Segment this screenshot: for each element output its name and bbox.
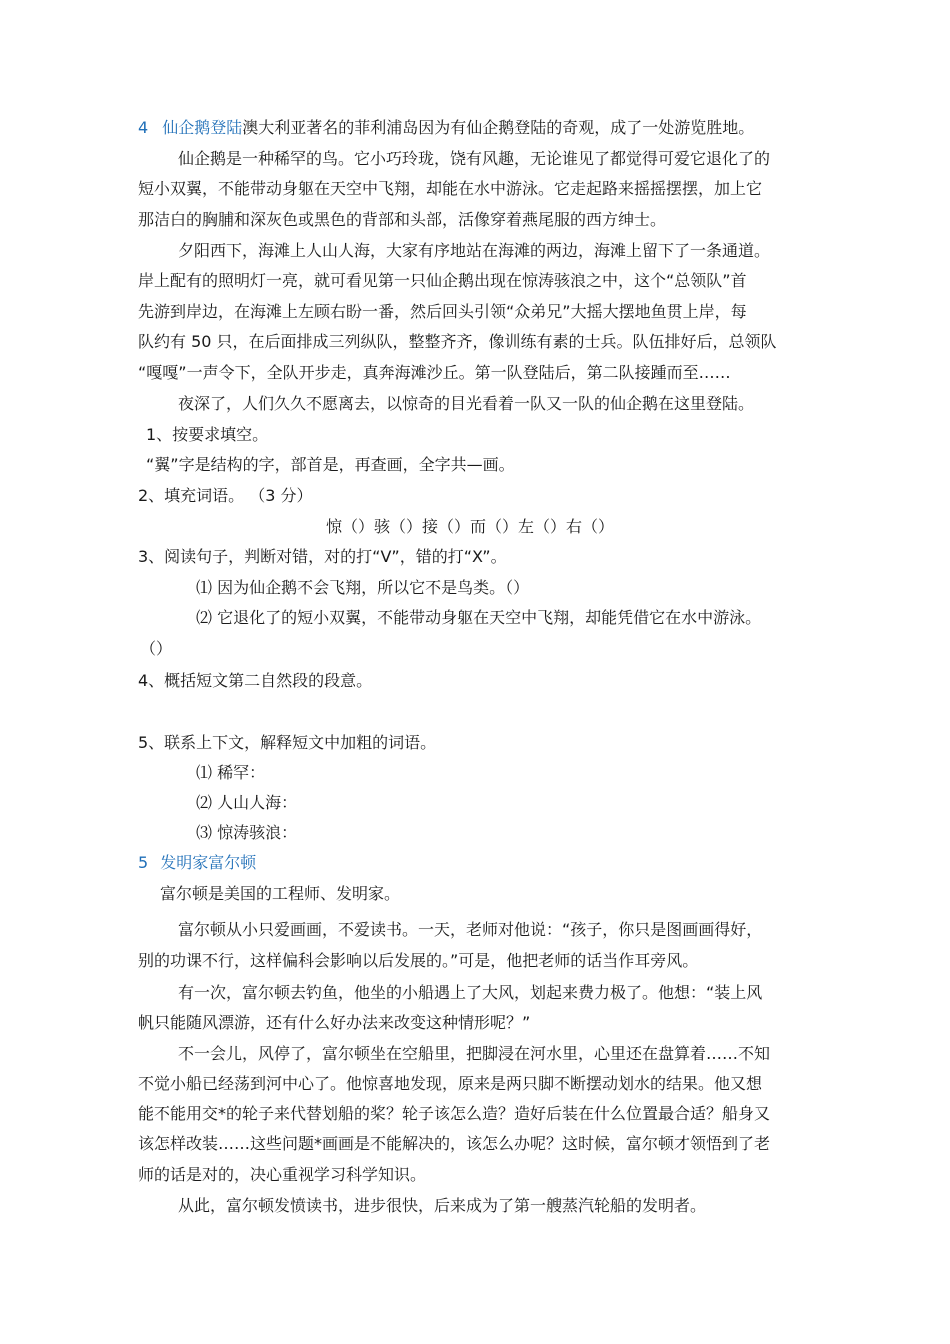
question-3-item-2-blank: （）: [140, 639, 173, 658]
s5-intro: 富尔顿是美国的工程师、发明家。: [160, 884, 401, 903]
question-2-words: 惊（）骇（）接（）而（）左（）右（）: [326, 517, 615, 536]
s4-p2-line: 先游到岸边，在海滩上左顾右盼一番，然后回头引领“众弟兄”大摇大摆地鱼贯上岸，每: [138, 302, 747, 321]
section-5-heading: [138, 852, 256, 874]
question-1: 1、按要求填空。: [146, 425, 269, 444]
s4-p2-line: “嘎嘎”一声令下，全队开步走，真奔海滩沙丘。第一队登陆后，第二队接踵而至……: [138, 363, 731, 382]
s4-p2-line: 夕阳西下，海滩上人山人海，大家有序地站在海滩的两边，海滩上留下了一条通道。: [178, 241, 771, 260]
s5-p3-line: 不一会儿，风停了，富尔顿坐在空船里，把脚浸在河水里，心里还在盘算着……不知: [178, 1044, 771, 1063]
s4-p1-line: 那洁白的胸脯和深灰色或黑色的背部和头部，活像穿着燕尾服的西方绅士。: [138, 210, 667, 229]
s5-p3-line: 师的话是对的，决心重视学习科学知识。: [138, 1165, 427, 1184]
question-5-item-3: ⑶ 惊涛骇浪：: [196, 823, 298, 842]
s4-p2-line: 岸上配有的照明灯一亮，就可看见第一只仙企鹅出现在惊涛骇浪之中，这个“总领队”首: [138, 271, 747, 290]
s4-p1-line: 短小双翼，不能带动身躯在天空中飞翔，却能在水中游泳。它走起路来摇摇摆摆，加上它: [138, 179, 763, 198]
question-5-item-2: ⑵ 人山人海：: [196, 793, 298, 812]
section-4-title: 仙企鹅登陆: [162, 118, 243, 137]
s5-p1-line: 富尔顿从小只爱画画，不爱读书。一天，老师对他说：“孩子，你只是图画画得好，: [178, 920, 763, 939]
section-5-number: 5: [138, 853, 149, 872]
question-5-item-1: ⑴ 稀罕：: [196, 763, 266, 782]
s4-p1-line: 仙企鹅是一种稀罕的鸟。它小巧玲珑，饶有风趣，无论谁见了都觉得可爱它退化了的: [178, 149, 771, 168]
s5-p3-line: 能不能用交*的轮子来代替划船的桨？轮子该怎么造？造好后装在什么位置最合适？船身又: [138, 1104, 771, 1123]
s5-p4: 从此，富尔顿发愤读书，进步很快，后来成为了第一艘蒸汽轮船的发明者。: [178, 1196, 707, 1215]
s4-p3: 夜深了，人们久久不愿离去，以惊奇的目光看着一队又一队的仙企鹅在这里登陆。: [178, 394, 755, 413]
question-1-text: “翼”字是结构的字，部首是，再查画，全字共—画。: [146, 455, 515, 474]
s5-p2-line: 帆只能随风漂游，还有什么好办法来改变这种情形呢？”: [138, 1013, 531, 1032]
s4-p2-line: 队约有 50 只，在后面排成三列纵队，整整齐齐，像训练有素的士兵。队伍排好后，总领队: [138, 332, 777, 351]
section-4-intro: 澳大利亚著名的菲利浦岛因为有仙企鹅登陆的奇观，成了一处游览胜地。: [242, 118, 755, 137]
question-3: 3、阅读句子，判断对错，对的打“V”，错的打“X”。: [138, 547, 507, 566]
s5-p1-line: 别的功课不行，这样偏科会影响以后发展的。”可是，他把老师的话当作耳旁风。: [138, 951, 699, 970]
question-3-item-1: ⑴ 因为仙企鹅不会飞翔，所以它不是鸟类。（）: [196, 578, 530, 597]
s5-p3-line: 该怎样改装……这些问题*画画是不能解决的，该怎么办呢？这时候，富尔顿才领悟到了老: [138, 1134, 771, 1153]
section-4-number: 4: [138, 118, 149, 137]
s5-p2-line: 有一次，富尔顿去钓鱼，他坐的小船遇上了大风，划起来费力极了。他想：“装上风: [178, 983, 763, 1002]
question-3-item-2: ⑵ 它退化了的短小双翼，不能带动身躯在天空中飞翔，却能凭借它在水中游泳。: [196, 608, 762, 627]
s5-p3-line: 不觉小船已经荡到河中心了。他惊喜地发现，原来是两只脚不断摆动划水的结果。他又想: [138, 1074, 763, 1093]
question-2: 2、填充词语。 （3 分）: [138, 486, 313, 505]
question-5: 5、联系上下文，解释短文中加粗的词语。: [138, 733, 437, 752]
section-5-title: 发明家富尔顿: [160, 853, 257, 872]
question-4: 4、概括短文第二自然段的段意。: [138, 671, 373, 690]
section-4-heading: [138, 117, 754, 139]
